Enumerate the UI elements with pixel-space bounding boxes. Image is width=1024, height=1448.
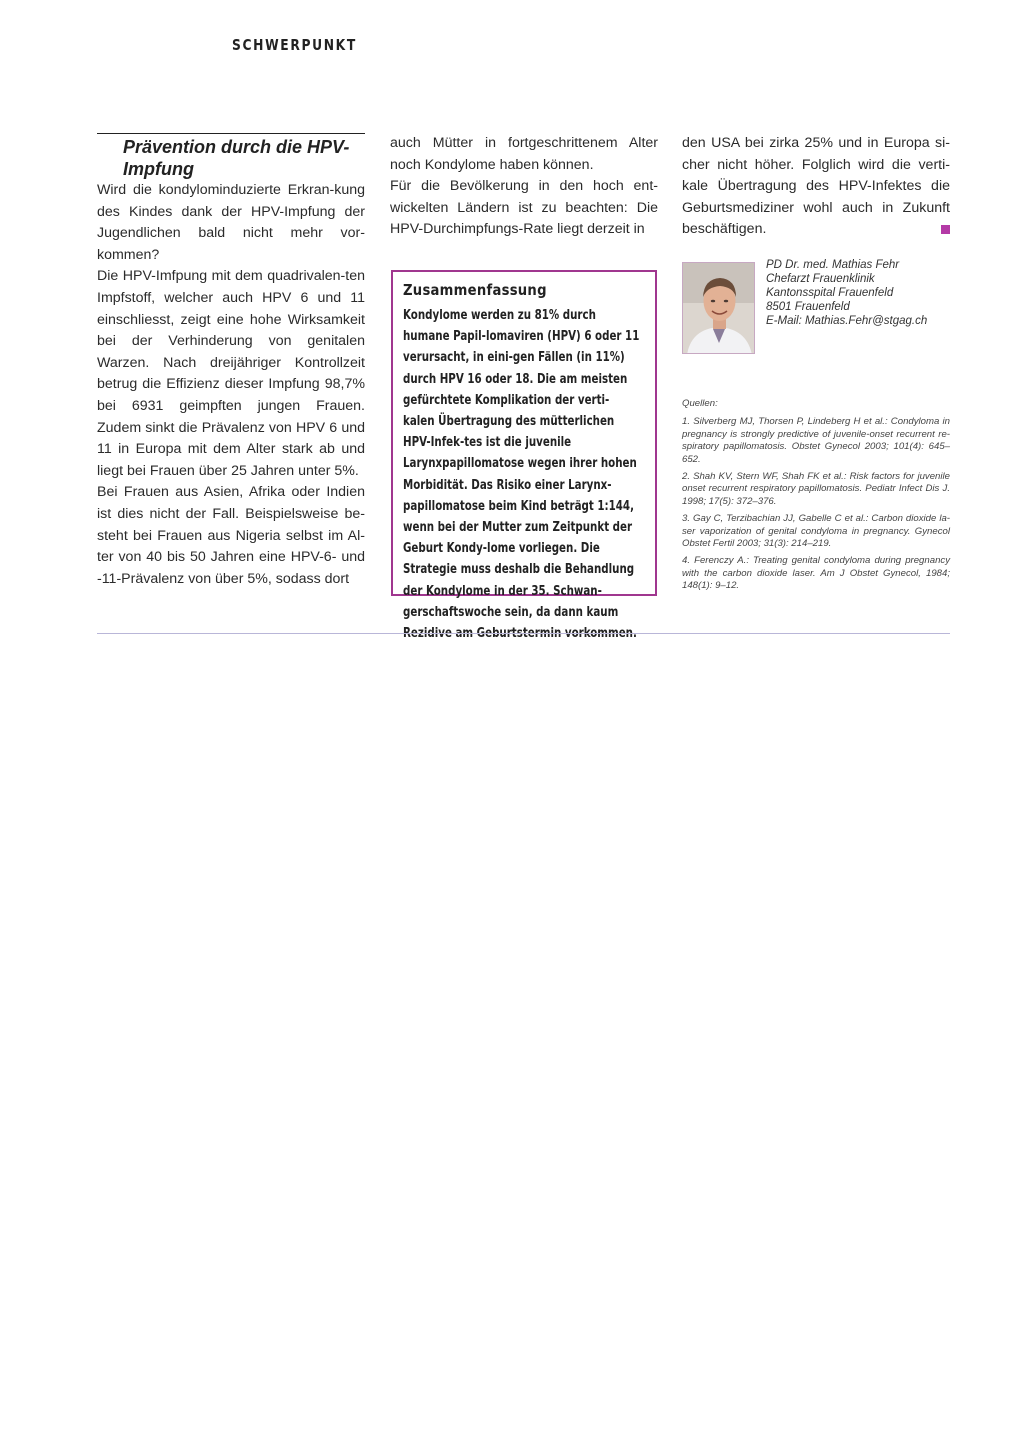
- source-item: 2. Shah KV, Stern WF, Shah FK et al.: Risk factors for juvenile onset recurrent respiratory papillomatosis. Pediatr Infect Dis J. 1998; 17(5): 372–376.: [682, 471, 950, 507]
- author-email: E-Mail: Mathias.Fehr@stgag.ch: [766, 315, 928, 327]
- article-heading: Prävention durch die HPV-Impfung: [123, 137, 350, 179]
- bottom-divider: [97, 633, 950, 634]
- article-column-3: [682, 133, 950, 241]
- paragraph: Wird die kondylominduzierte Erkran-kung des Kindes dank der HPV-Impfung der Jugendlichen bald nicht mehr vor-kommen?: [97, 182, 365, 263]
- source-item: 1. Silverberg MJ, Thorsen P, Lindeberg H et al.: Condyloma in pregnancy is strongly predictive of juvenile-onset recurrent re-spiratory papillomatosis. Obstet Gynecol 2003; 101(4): 645–652.: [682, 416, 950, 465]
- heading-rule: [97, 133, 365, 134]
- author-institution: Kantonsspital Frauenfeld: [766, 287, 894, 299]
- author-block: [766, 258, 927, 328]
- paragraph-text: den USA bei zirka 25% und in Europa si-cher nicht höher. Folglich wird die verti-kale Übertragung des HPV-Infektes die Geburtsmediziner wohl auch in Zukunft beschäftigen.: [682, 135, 950, 238]
- paragraph: [682, 133, 950, 241]
- article-column-2: [390, 133, 658, 241]
- summary-text: Kondylome werden zu 81% durch humane Papil-lomaviren (HPV) 6 oder 11 verursacht, in eini-gen Fällen (in 11%) durch HPV 16 oder 18. Die am meisten gefürchtete Komplikation der verti-kalen Übertragung des mütterlichen HPV-Infek-tes ist die juvenile Larynxpapillomatose wegen ihrer hohen Morbidität. Das Risiko einer Larynx-papillomatose beim Kind beträgt 1:144, wenn bei der Mutter zum Zeitpunkt der Geburt Kondy-lome vorliegen. Die Strategie muss deshalb die Behandlung der Kondylome in der 35. Schwan-gerschaftswoche sein, da dann kaum Rezidive am Geburtstermin vorkommen.: [403, 308, 640, 642]
- paragraph: auch Mütter in fortgeschrittenem Alter noch Kondylome haben können.: [390, 135, 658, 173]
- author-name: PD Dr. med. Mathias Fehr: [766, 259, 900, 271]
- author-role: Chefarzt Frauenklinik: [766, 273, 875, 285]
- paragraph: Bei Frauen aus Asien, Afrika oder Indien ist dies nicht der Fall. Beispielsweise be-steht bei Frauen aus Nigeria selbst im Al-ter von 40 bis 50 Jahren eine HPV-6- und -11-Prävalenz von über 5%, sodass dort: [97, 484, 365, 587]
- article-column-1: [97, 133, 365, 590]
- end-mark-icon: [941, 225, 950, 234]
- source-item: 3. Gay C, Terzibachian JJ, Gabelle C et al.: Carbon dioxide la-ser vaporization of genital condyloma in pregnancy. Gynecol Obstet Fertil 2003; 31(3): 214–219.: [682, 513, 950, 550]
- sources-list: [682, 398, 950, 598]
- summary-box: [391, 270, 657, 642]
- section-label: SCHWERPUNKT: [232, 36, 357, 54]
- sources-label: Quellen:: [682, 398, 718, 409]
- summary-title: Zusammenfassung: [403, 281, 547, 299]
- paragraph: Für die Bevölkerung in den hoch ent-wickelten Ländern ist zu beachten: Die HPV-Durchimpfungs-Rate liegt derzeit in: [390, 178, 658, 238]
- author-portrait-icon: [683, 263, 755, 354]
- author-city: 8501 Frauenfeld: [766, 301, 850, 313]
- source-item: 4. Ferenczy A.: Treating genital condyloma during pregnancy with the carbon dioxide laser. Am J Obstet Gynecol, 1984; 148(1): 9–12.: [682, 555, 950, 592]
- author-photo: [682, 262, 755, 354]
- paragraph: Die HPV-Imfpung mit dem quadrivalen-ten Impfstoff, welcher auch HPV 6 und 11 einschliesst, zeigt eine hohe Wirksamkeit bei der Verhinderung von genitalen Warzen. Nach dreijähriger Kontrollzeit betrug die Effizienz dieser Impfung 98,7% bei 6931 geimpften jungen Frauen. Zudem sinkt die Prävalenz von HPV 6 und 11 in Europa mit dem Alter stark ab und liegt bei Frauen über 25 Jahren unter 5%.: [97, 268, 365, 479]
